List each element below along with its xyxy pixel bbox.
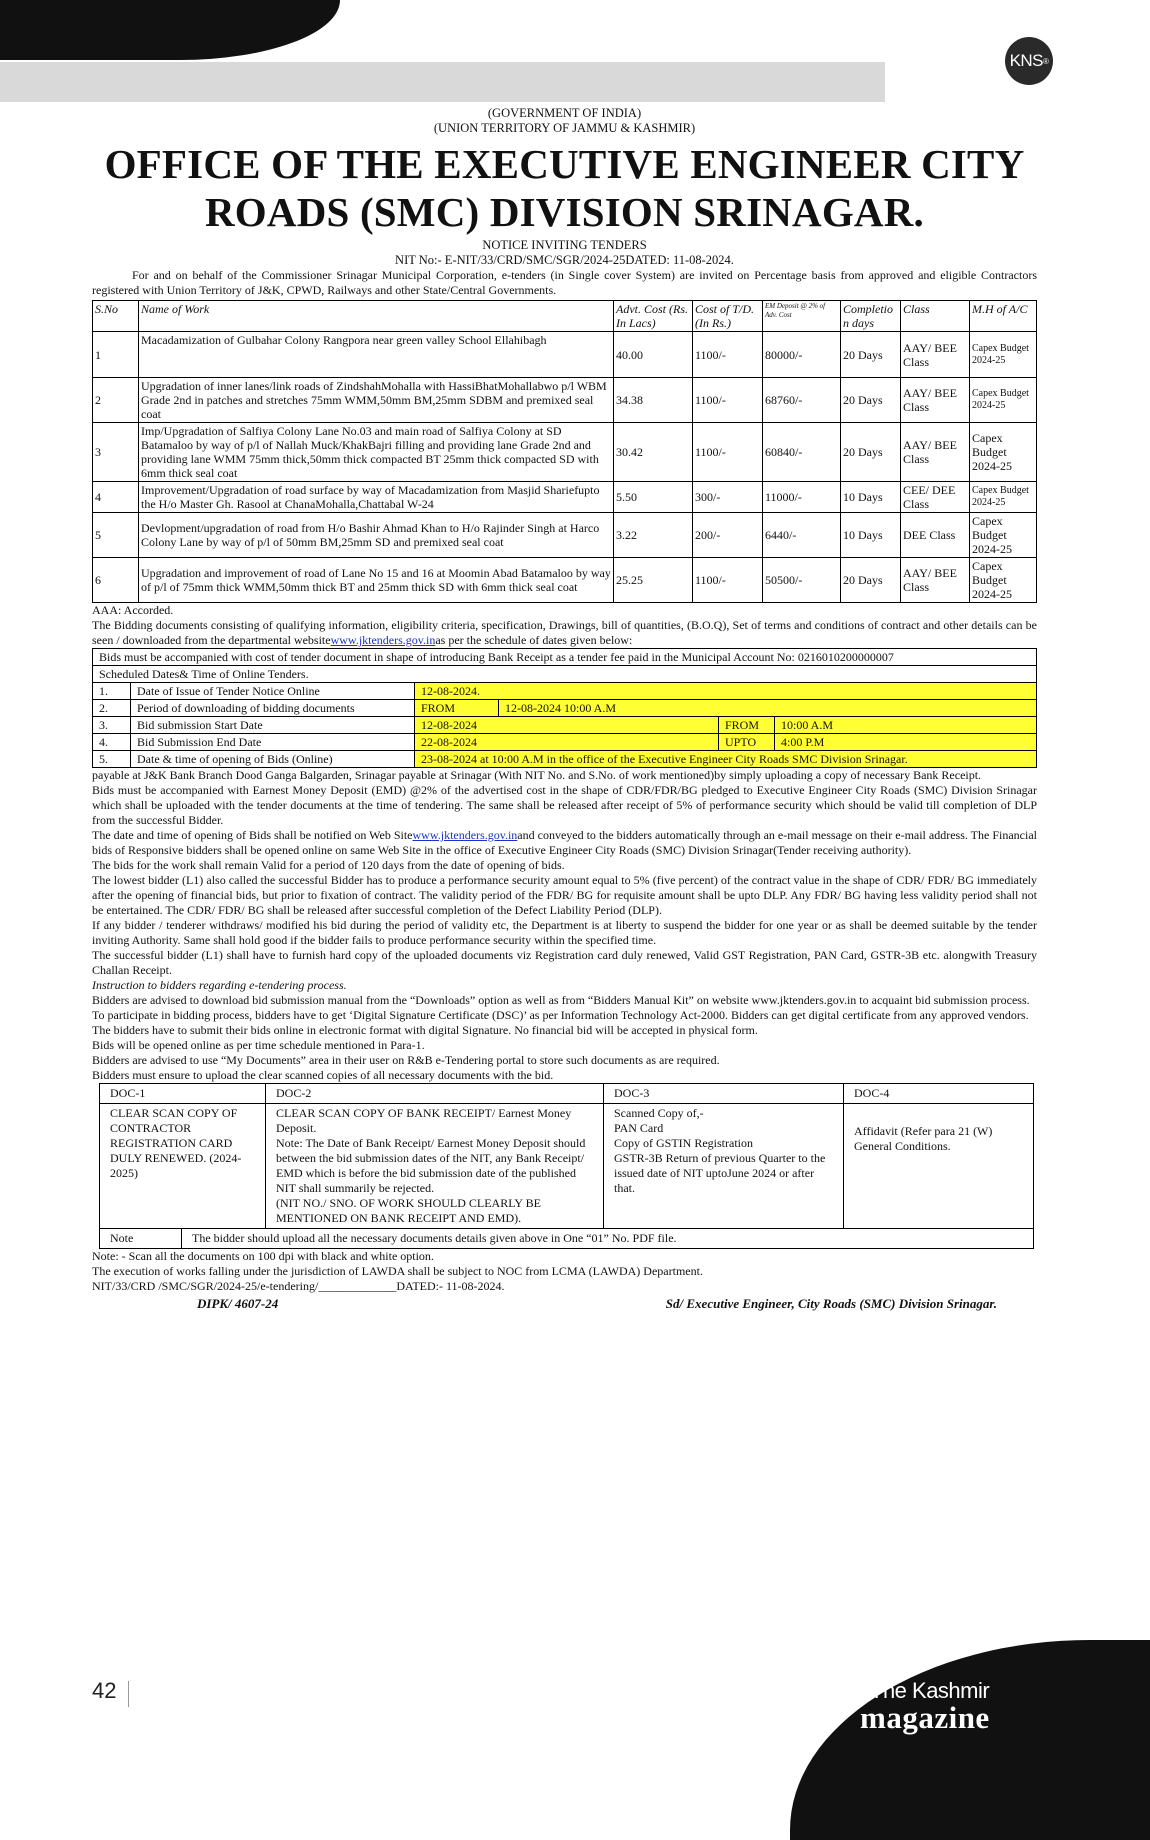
hardcopy-paragraph: The successful bidder (L1) shall have to furnish hard copy of the uploaded documents viz Registration card duly renewed, Valid GST Registration, PAN Card, GSTR-3B etc. alongwith Treasury Challan Receipt. <box>92 948 1037 977</box>
withdraw-paragraph: If any bidder / tenderer withdraws/ modified his bid during the period of validity etc, the Department is at liberty to suspend the bidder for one year or as shall be deemed suitable by the tender inviting Authority. Same shall hold good if the bidder fails to produce performance security within the specified time. <box>92 918 1037 947</box>
kns-logo: KNS ® <box>1005 37 1053 85</box>
col-class: Class <box>901 301 970 332</box>
payable-paragraph: payable at J&K Bank Branch Dood Ganga Balgarden, Srinagar payable at Srinagar (With NIT No. and S.No. of work mentioned)by simply uploading a copy of necessary Bank Receipt. <box>92 768 982 782</box>
docs-note-row: Note The bidder should upload all the necessary documents details given above in One “01” No. PDF file. <box>100 1229 1034 1249</box>
schedule-row: 2. Period of downloading of bidding documents FROM 12-08-2024 10:00 A.M <box>93 700 1037 717</box>
page-number: 42 <box>92 1678 117 1703</box>
dipk-number: DIPK/ 4607-24 <box>197 1296 279 1311</box>
instruction-item: Bids will be opened online as per time schedule mentioned in Para-1. <box>92 1038 425 1052</box>
intro-paragraph: For and on behalf of the Commissioner Srinagar Municipal Corporation, e-tenders (in Single cover System) are invited on Percentage basis from approved and eligible Contractors registered with Union Territory of J&K, CPWD, Railways and other State/Central Governments. <box>92 268 1037 297</box>
tender-notice <box>92 106 1037 1312</box>
instruction-item: The bidders have to submit their bids online in electronic format with digital Signature. No financial bid will be accepted in physical form. <box>92 1023 758 1037</box>
opening-paragraph: The date and time of opening of Bids shall be notified on Web Sitewww.jktenders.gov.inand conveyed to the bidders automatically through an e-mail message on their e-mail address. The Financial bids of Responsive bidders shall be opened online on same Web Site in the office of Executive Engineer City Roads (SMC) Division Srinagar(Tender receiving authority). <box>92 828 1037 857</box>
website-link[interactable]: www.jktenders.gov.in <box>330 633 436 647</box>
table-row: 6 Upgradation and improvement of road of Lane No 15 and 16 at Moomin Abad Batamaloo by way of p/l of 75mm thick WMM,50mm thick BT and 25mm thick SD with 6mm thick seal coat 25.25 1100/- 50500/- 20 Days AAY/ BEE Class Capex Budget 2024-25 <box>93 558 1037 603</box>
brand-name-line1: The Kashmir <box>870 1678 990 1703</box>
table-row: 3 Imp/Upgradation of Salfiya Colony Lane No.03 and main road of Salfiya Colony at SD Batamaloo by way of p/l of Nallah Muck/KhakBajri filling and providing lane Grade 2nd and providing lane WMM 75mm thick,50mm thick compacted BT 25mm thick compacted SD with 6mm thick seal coat 30.42 1100/- 60840/- 20 Days AAY/ BEE Class Capex Budget 2024-25 <box>93 423 1037 482</box>
schedule-row: 4. Bid Submission End Date 22-08-2024 UPTO 4:00 P.M <box>93 734 1037 751</box>
table-row: 2 Upgradation of inner lanes/link roads of ZindshahMohalla with HassiBhatMohallabwo p/l WBM Grade 2nd in patches and stretches 75mm WMM,50mm BM,25mm SDBM and premixed seal coat 34.38 1100/- 68760/- 20 Days AAY/ BEE Class Capex Budget 2024-25 <box>93 378 1037 423</box>
signature-line <box>92 1296 1037 1312</box>
gov-line: (GOVERNMENT OF INDIA) <box>487 106 642 120</box>
schedule-row: 1. Date of Issue of Tender Notice Online 12-08-2024. <box>93 683 1037 700</box>
docs-header-row: DOC-1 DOC-2 DOC-3 DOC-4 <box>100 1084 1034 1104</box>
col-mh: M.H of A/C <box>970 301 1037 332</box>
col-em: EM Deposit @ 2% of Adv. Cost <box>763 301 841 332</box>
table-row: 1 Macadamization of Gulbahar Colony Rangpora near green valley School Ellahibagh 40.00 1100/- 80000/- 20 Days AAY/ BEE Class Capex Budget 2024-25 <box>93 332 1037 378</box>
schedule-title: Scheduled Dates& Time of Online Tenders. <box>93 666 1037 683</box>
instruction-item: Bidders are advised to use “My Documents” area in their user on R&B e-Tendering portal to store such documents as are required. <box>92 1053 720 1067</box>
validity-paragraph: The bids for the work shall remain Valid for a period of 120 days from the date of opening of bids. <box>92 858 565 872</box>
docs-content-row: CLEAR SCAN COPY OF CONTRACTOR REGISTRATION CARD DULY RENEWED. (2024-2025) CLEAR SCAN COPY OF BANK RECEIPT/ Earnest Money Deposit. Note: The Date of Bank Receipt/ Earnest Money Deposit should between the bid submission dates of the NIT, any Bank Receipt/ EMD which is before the bid submission date of the published NIT shall summarily be rejected. (NIT NO./ SNO. OF WORK SHOULD CLEARLY BE MENTIONED ON BANK RECEIPT AND EMD). Scanned Copy of,- PAN Card Copy of GSTIN Registration GSTR-3B Return of previous Quarter to the issued date of NIT uptoJune 2024 or after that. Affidavit (Refer para 21 (W) General Conditions. <box>100 1104 1034 1229</box>
schedule-row: 3. Bid submission Start Date 12-08-2024 FROM 10:00 A.M <box>93 717 1037 734</box>
col-days: Completio n days <box>841 301 901 332</box>
signatory: Sd/ Executive Engineer, City Roads (SMC) Division Srinagar. <box>665 1296 997 1311</box>
instruction-item: To participate in bidding process, bidders have to get ‘Digital Signature Certificate (DSC)’ as per Information Technology Act-2000. Bidders can get digital certificate from any approved vendors. <box>92 1008 1029 1022</box>
aaa-line: AAA: Accorded. <box>92 603 174 617</box>
col-sno: S.No <box>93 301 139 332</box>
instruction-item: Bidders are advised to download bid submission manual from the “Downloads” option as well as from “Bidders Manual Kit” on website www.jktenders.gov.in to acquaint bid submission process. <box>92 993 1030 1007</box>
instruction-item: Bidders must ensure to upload the clear scanned copies of all necessary documents with the bid. <box>92 1068 554 1082</box>
lowest-bidder-paragraph: The lowest bidder (L1) also called the successful Bidder has to produce a performance security amount equal to 5% (five percent) of the contract value in the shape of CDR/ FDR/ BG immediately after the opening of financial bids, but prior to fixation of contract. The validity period of the FDR/ BG for requisite amount shall be upto DLP. Any FDR/ BG having less validity period shall not be entertained. The CDR/ FDR/ BG shall be released after successful completion of the Defect Liability Period (DLP). <box>92 873 1037 917</box>
ut-line: (UNION TERRITORY OF JAMMU & KASHMIR) <box>433 121 696 135</box>
table-row: 5 Devlopment/upgradation of road from H/o Bashir Ahmad Khan to H/o Rajinder Singh at Harco Colony Lane by way of p/l of 50mm BM,25mm SD and premixed seal coat 3.22 200/- 6440/- 10 Days DEE Class Capex Budget 2024-25 <box>93 513 1037 558</box>
col-cost: Advt. Cost (Rs. In Lacs) <box>614 301 693 332</box>
documents-table <box>99 1083 1034 1249</box>
table-row: 4 Improvement/Upgradation of road surface by way of Macadamization from Masjid Shariefupto the H/o Master Gh. Rasool at ChanaMohalla,Chattabal W-24 5.50 300/- 11000/- 10 Days CEE/ DEE Class Capex Budget 2024-25 <box>93 482 1037 513</box>
brand-name-line2: magazine <box>860 1700 990 1735</box>
col-td: Cost of T/D. (In Rs.) <box>693 301 763 332</box>
col-name: Name of Work <box>139 301 614 332</box>
corner-decoration-top <box>0 0 340 60</box>
works-header-row <box>93 301 1037 332</box>
reference-line: NIT/33/CRD /SMC/SGR/2024-25/e-tendering/_____________DATED:- 11-08-2024. <box>92 1279 505 1293</box>
works-table <box>92 300 1037 603</box>
lawda-line: The execution of works falling under the jurisdiction of LAWDA shall be subject to NOC from LCMA (LAWDA) Department. <box>92 1264 703 1278</box>
corner-decoration-bottom <box>790 1640 1150 1840</box>
page-number-divider <box>128 1681 129 1707</box>
tender-fee-line: Bids must be accompanied with cost of tender document in shape of introducing Bank Receipt as a tender fee paid in the Municipal Account No: 0216010200000007 <box>93 649 1037 666</box>
emd-paragraph: Bids must be accompanied with Earnest Money Deposit (EMD) @2% of the advertised cost in the shape of CDR/FDR/BG pledged to Executive Engineer City Roads (SMC) Division Srinagar which shall be uploaded with the tender documents at the time of tendering. The same shall be released after receipt of 5% of performance security which should be valid till completion of DLP from the successful Bidder. <box>92 783 1037 827</box>
scan-note: Note: - Scan all the documents on 100 dpi with black and white option. <box>92 1249 434 1263</box>
header-grey-bar <box>0 62 885 102</box>
schedule-table <box>92 648 1037 768</box>
notice-title: NOTICE INVITING TENDERS <box>482 238 647 252</box>
instructions-title: Instruction to bidders regarding e-tendering process. <box>92 978 347 992</box>
nit-number: NIT No:- E-NIT/33/CRD/SMC/SGR/2024-25DATED: 11-08-2024. <box>395 253 734 267</box>
office-title: OFFICE OF THE EXECUTIVE ENGINEER CITY ROADS (SMC) DIVISION SRINAGAR. <box>104 141 1025 235</box>
website-link-2[interactable]: www.jktenders.gov.in <box>412 828 518 842</box>
schedule-row: 5. Date & time of opening of Bids (Online) 23-08-2024 at 10:00 A.M in the office of the Executive Engineer City Roads SMC Division Srinagar. <box>93 751 1037 768</box>
bidding-docs-paragraph: The Bidding documents consisting of qualifying information, eligibility criteria, specification, Drawings, bill of quantities, (B.O.Q), Set of terms and conditions of contract and other details can be seen / downloaded from the departmental websitewww.jktenders.gov.inas per the schedule of dates given below: <box>92 618 1037 647</box>
